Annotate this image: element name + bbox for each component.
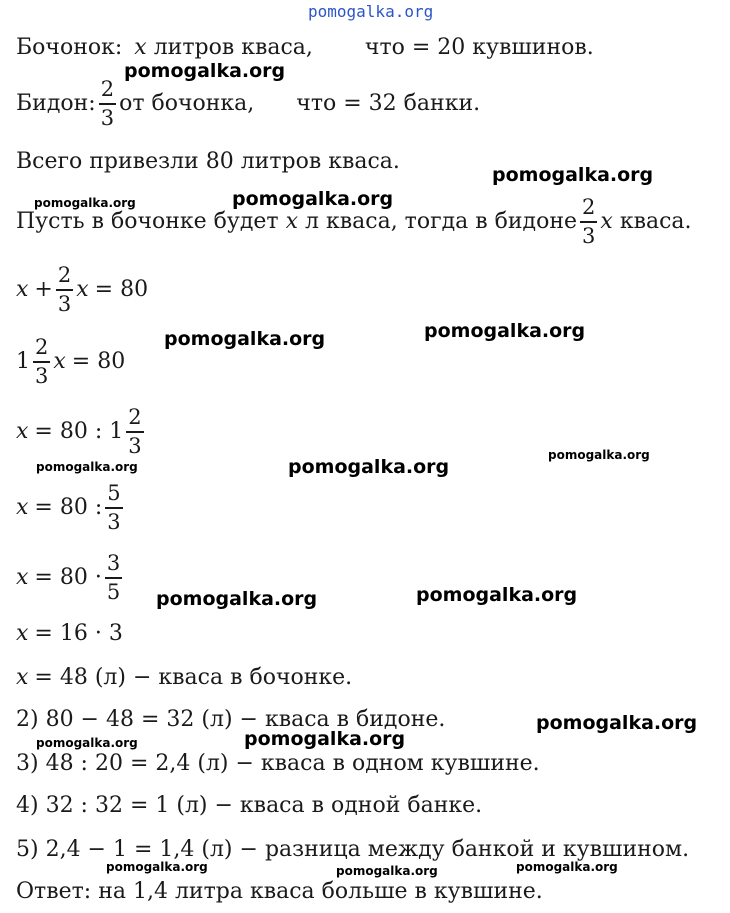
step-4: 4) 32 : 32 = 1 (л) − кваса в одной банке. <box>16 793 483 818</box>
watermark: pomogalka.org <box>516 860 618 874</box>
denominator: 3 <box>35 363 49 388</box>
fraction <box>580 197 597 246</box>
fraction <box>99 79 116 128</box>
text: = 80 · <box>34 565 102 590</box>
equation-5 <box>16 550 125 606</box>
equation-7 <box>16 664 352 692</box>
denominator: 3 <box>57 291 72 316</box>
var-x: x <box>16 665 29 690</box>
watermark: pomogalka.org <box>124 60 286 82</box>
watermark: pomogalka.org <box>36 460 138 474</box>
watermark: pomogalka.org <box>244 728 406 750</box>
watermark: pomogalka.org <box>164 328 326 350</box>
watermark: pomogalka.org <box>536 712 698 734</box>
step-3: 3) 48 : 20 = 2,4 (л) − кваса в одном кувшине. <box>16 751 540 776</box>
watermark: pomogalka.org <box>288 456 450 478</box>
fraction <box>56 265 73 314</box>
var-x: x <box>16 621 29 646</box>
step-5: 5) 2,4 − 1 = 1,4 (л) − разница между банкой и кувшином. <box>16 837 690 862</box>
watermark-top: pomogalka.org <box>308 2 434 21</box>
line-barrel <box>16 34 594 62</box>
numerator: 2 <box>128 405 142 430</box>
denominator: 3 <box>582 223 596 248</box>
watermark: pomogalka.org <box>492 164 654 186</box>
var-x: x <box>16 419 29 444</box>
step-2: 2) 80 − 48 = 32 (л) − кваса в бидоне. <box>16 707 446 732</box>
plus: + <box>34 277 53 302</box>
text: = 80 : 1 <box>34 419 124 444</box>
text: Бидон: <box>16 91 96 116</box>
denominator: 3 <box>107 509 121 534</box>
line-total <box>16 148 400 176</box>
var-x: x <box>76 277 89 302</box>
equation-4 <box>16 480 126 536</box>
equation-2 <box>16 334 125 390</box>
text: от бочонка, <box>119 91 255 116</box>
line-let <box>16 194 692 250</box>
watermark: pomogalka.org <box>548 448 650 462</box>
equation-6 <box>16 620 123 648</box>
var-x: x <box>16 495 29 520</box>
watermark: pomogalka.org <box>424 320 586 342</box>
text: литров кваса, <box>153 35 313 60</box>
watermark: pomogalka.org <box>232 188 394 210</box>
denominator: 3 <box>128 433 142 458</box>
watermark: pomogalka.org <box>36 736 138 750</box>
text: л кваса, тогда в бидоне <box>305 209 578 234</box>
watermark: pomogalka.org <box>156 588 318 610</box>
text: = 80 <box>94 277 149 302</box>
whole: 1 <box>16 349 30 374</box>
fraction <box>105 483 122 532</box>
text: = 48 (л) − кваса в бочонке. <box>34 665 353 690</box>
numerator: 2 <box>582 195 596 220</box>
watermark: pomogalka.org <box>336 864 438 878</box>
line-can <box>16 76 480 132</box>
var-x: x <box>134 35 147 60</box>
watermark: pomogalka.org <box>34 196 136 210</box>
watermark: pomogalka.org <box>106 860 208 874</box>
equation-3 <box>16 404 147 460</box>
watermark: pomogalka.org <box>416 584 578 606</box>
var-x: x <box>600 209 613 234</box>
numerator: 3 <box>106 551 121 576</box>
fraction <box>33 337 50 386</box>
numerator: 2 <box>100 77 115 102</box>
text: Пусть в бочонке будет <box>16 209 279 234</box>
text: кваса. <box>619 209 692 234</box>
numerator: 2 <box>35 335 49 360</box>
text: = 80 <box>71 349 126 374</box>
text: Всего привезли 80 литров кваса. <box>16 149 400 174</box>
numerator: 5 <box>107 481 121 506</box>
fraction <box>126 407 143 456</box>
text: что = 20 кувшинов. <box>364 35 594 60</box>
denominator: 5 <box>106 579 121 604</box>
answer: Ответ: на 1,4 литра кваса больше в кувшине. <box>16 879 543 904</box>
denominator: 3 <box>100 105 115 130</box>
text: что = 32 банки. <box>296 91 481 116</box>
var-x: x <box>53 349 66 374</box>
text: Бочонок: <box>16 35 123 60</box>
text: = 80 : <box>34 495 103 520</box>
var-x: x <box>285 209 299 234</box>
fraction <box>105 553 122 602</box>
var-x: x <box>16 565 29 590</box>
var-x: x <box>16 277 29 302</box>
text: = 16 · 3 <box>34 621 123 646</box>
numerator: 2 <box>57 263 72 288</box>
equation-1 <box>16 262 148 318</box>
